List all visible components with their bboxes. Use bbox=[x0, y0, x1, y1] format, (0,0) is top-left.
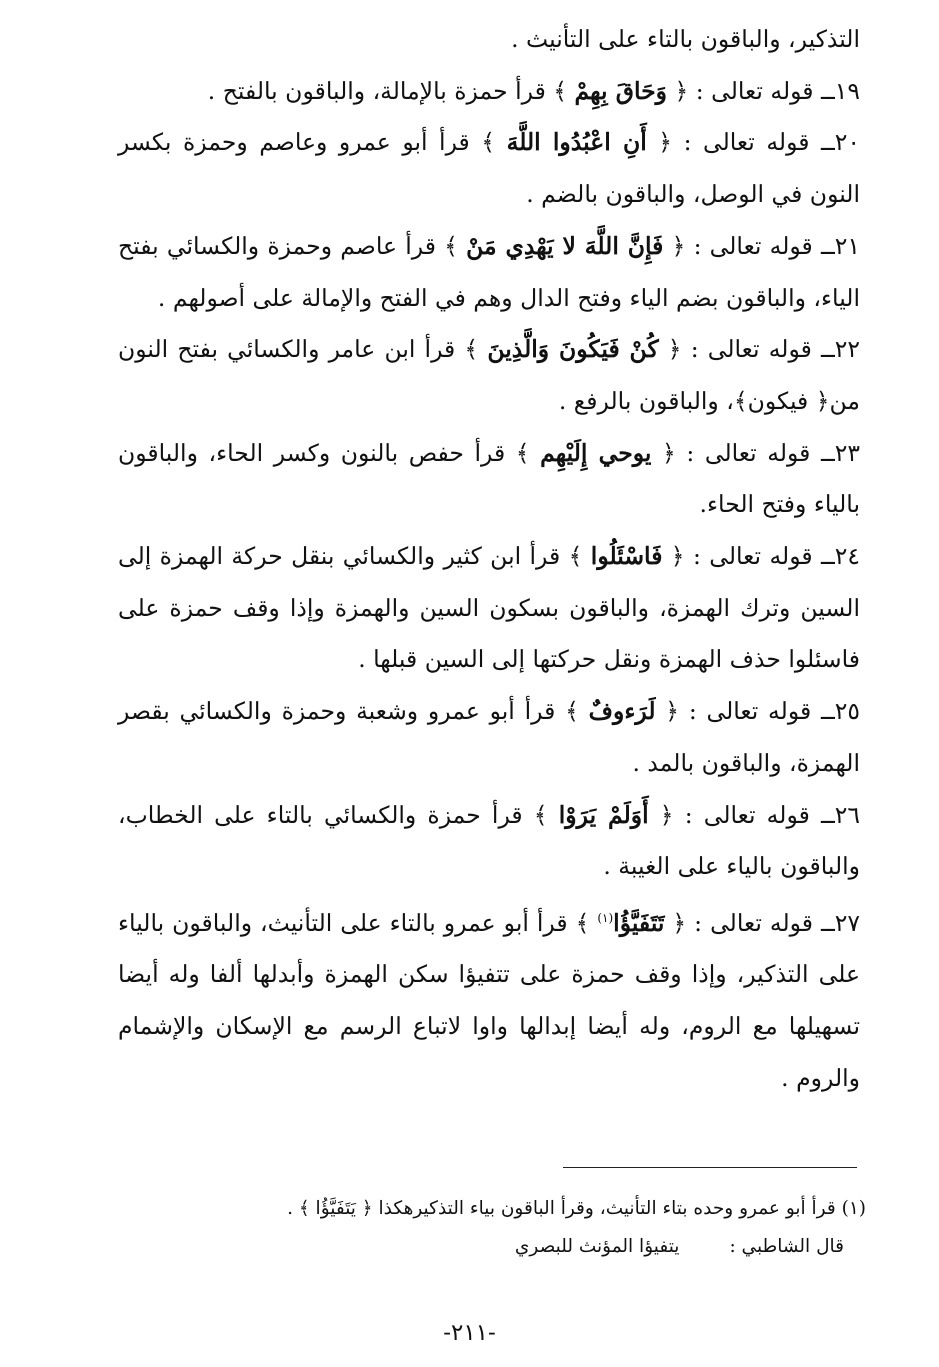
paragraph-text: ﴾ قرأ ابن عامر والكسائي بفتح النون من﴿ فيكون﴾، والباقون بالرفع . bbox=[118, 335, 860, 415]
verse-quote: لَرَءوفٌ bbox=[588, 697, 656, 726]
paragraph-24 bbox=[118, 531, 860, 686]
footnote-line: (١) قرأ أبو عمرو وحده بتاء التأنيث، وقرأ الباقون بياء التذكيرهكذا ﴿ يَتَفَيَّؤُا ﴾ . bbox=[287, 1198, 866, 1219]
poem-text: يتفيؤا المؤنث للبصري bbox=[514, 1236, 680, 1257]
paragraph-lead: ٢٧ــ قوله تعالى : ﴿ bbox=[664, 908, 860, 937]
paragraph-text: ﴾ قرأ عاصم وحمزة والكسائي بفتح الياء، والباقون بضم الياء وفتح الدال وهم في الفتح والإمالة على أصولهم . bbox=[118, 231, 860, 312]
paragraph-25 bbox=[118, 686, 860, 789]
paragraph-22 bbox=[118, 324, 860, 427]
paragraph-27 bbox=[118, 893, 860, 1105]
paragraph-continuation bbox=[118, 14, 860, 66]
paragraph-text: التذكير، والباقون بالتاء على التأنيث . bbox=[511, 25, 860, 53]
paragraph-text: ﴾ قرأ حمزة بالإمالة، والباقون بالفتح . bbox=[207, 76, 575, 105]
paragraph-lead: ٢١ــ قوله تعالى : ﴿ bbox=[663, 231, 860, 260]
paragraph-lead: ٢٠ــ قوله تعالى : ﴿ bbox=[646, 128, 861, 157]
poem-label: قال الشاطبي : bbox=[729, 1236, 844, 1257]
paragraph-21 bbox=[118, 221, 860, 324]
paragraph-text: ﴾ قرأ حمزة والكسائي بالتاء على الخطاب، والباقون بالياء على الغيبة . bbox=[118, 800, 860, 881]
paragraph-text: ﴾ قرأ ابن كثير والكسائي بنقل حركة الهمزة إلى السين وترك الهمزة، والباقون بسكون السين والهمزة وإذا وقف حمزة على فاسئلوا حذف الهمزة ونقل حركتها إلى السين قبلها . bbox=[118, 542, 860, 674]
footnote bbox=[118, 1190, 866, 1266]
paragraph-text: ﴾ قرأ أبو عمرو بالتاء على التأنيث، والباقون بالياء على التذكير، وإذا وقف حمزة على تتفيؤا سكن الهمزة وأبدلها ألفا وله أيضا تسهيلها مع الروم، وله أيضا إبدالها واوا لاتباع الرسم مع الإسكان والإشمام والروم . bbox=[118, 908, 860, 1092]
footnote-divider bbox=[563, 1167, 857, 1168]
paragraph-20 bbox=[118, 117, 860, 220]
paragraph-19 bbox=[118, 66, 860, 118]
verse-quote: أَنِ اعْبُدُوا اللَّهَ bbox=[506, 128, 647, 157]
paragraph-text: ﴾ قرأ حفص بالنون وكسر الحاء، والباقون بالياء وفتح الحاء. bbox=[118, 438, 860, 519]
paragraph-lead: ١٩ــ قوله تعالى : ﴿ bbox=[667, 76, 860, 105]
paragraph-lead: ٢٤ــ قوله تعالى : ﴿ bbox=[662, 542, 860, 571]
main-text bbox=[118, 14, 860, 1105]
page-number: -٢١١- bbox=[443, 1320, 496, 1346]
paragraph-lead: ٢٦ــ قوله تعالى : ﴿ bbox=[648, 800, 860, 829]
verse-quote: وَحَاقَ بِهِمْ bbox=[574, 76, 668, 105]
paragraph-lead: ٢٥ــ قوله تعالى : ﴿ bbox=[655, 697, 860, 726]
verse-quote: فَاسْئَلُوا bbox=[590, 542, 663, 571]
verse-quote: فَإِنَّ اللَّهَ لا يَهْدِي مَنْ bbox=[466, 231, 664, 260]
paragraph-26 bbox=[118, 790, 860, 893]
paragraph-lead: ٢٢ــ قوله تعالى : ﴿ bbox=[658, 335, 860, 364]
paragraph-text: ﴾ قرأ أبو عمرو وعاصم وحمزة بكسر النون في الوصل، والباقون بالضم . bbox=[118, 128, 860, 209]
paragraph-23 bbox=[118, 428, 860, 531]
verse-quote: كُنْ فَيَكُونَ وَالَّذِينَ bbox=[487, 335, 659, 364]
footnote-marker[interactable]: (١) bbox=[597, 910, 614, 925]
verse-quote: أَوَلَمْ يَرَوْا bbox=[558, 800, 649, 829]
footnote-poem bbox=[118, 1228, 866, 1266]
verse-quote: يوحي إِلَيْهِم bbox=[540, 438, 652, 467]
paragraph-text: ﴾ قرأ أبو عمرو وشعبة وحمزة والكسائي بقصر الهمزة، والباقون بالمد . bbox=[118, 697, 860, 777]
paragraph-lead: ٢٣ــ قوله تعالى : ﴿ bbox=[651, 438, 860, 467]
verse-quote: تَتَفَيَّؤُا bbox=[613, 908, 665, 937]
